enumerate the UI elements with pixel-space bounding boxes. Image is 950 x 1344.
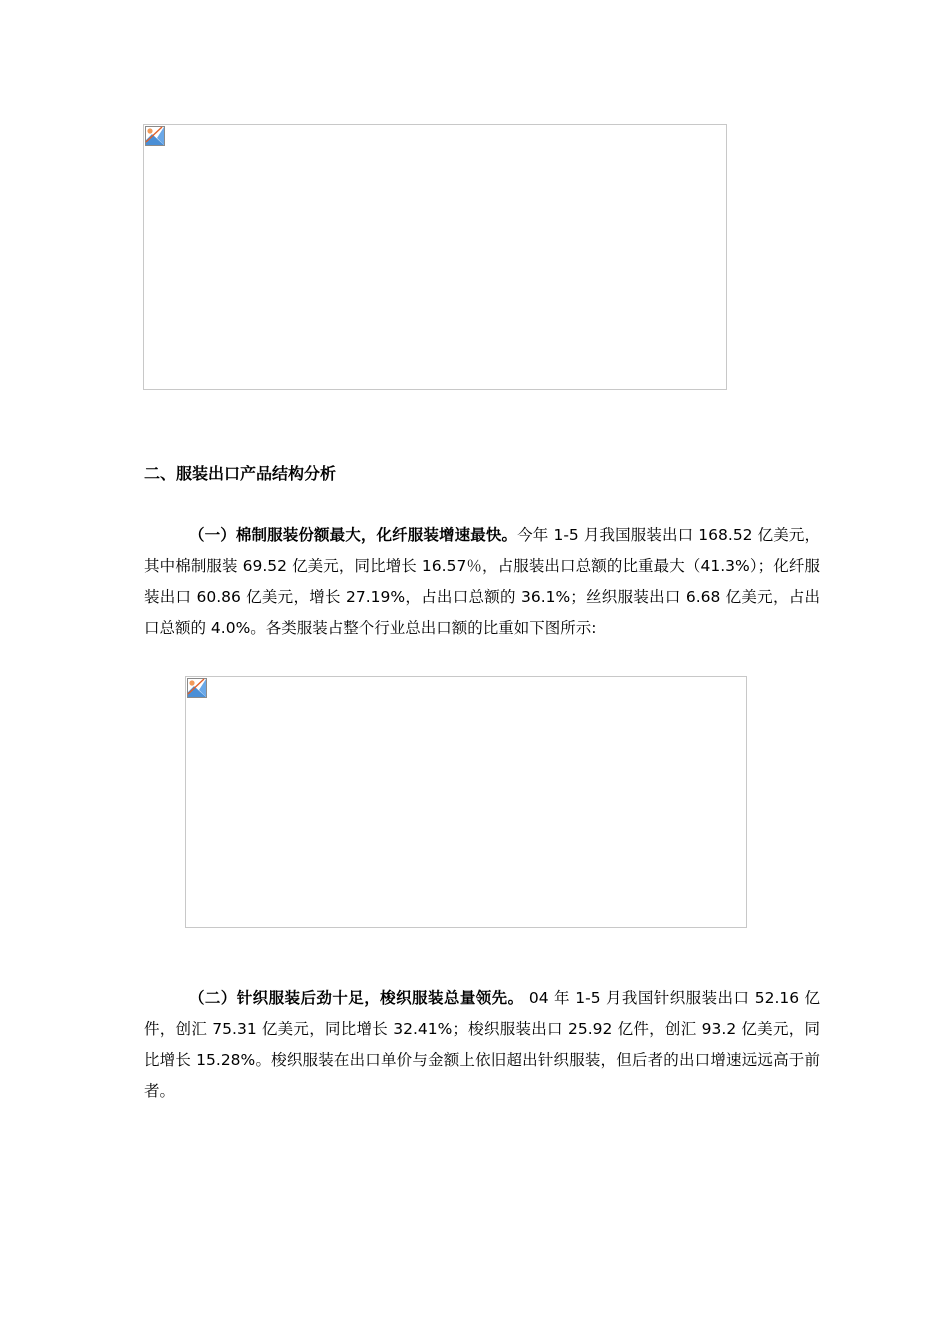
paragraph-body: 今年 1-5 月我国服装出口 168.52 亿美元，其中棉制服装 69.52 亿美元，同比增长 16.57％，占服装出口总额的比重最大（41.3%）；化纤服装出口 60.86 亿美元，增长 27.19%，占出口总额的 36.1%；丝织服装出口 6.68 亿美元，占出口总额的 4.0%。各类服装占整个行业总出口额的比重如下图所示: — [144, 526, 820, 637]
paragraph-lead: （二）针织服装后劲十足，梭织服装总量领先。 — [188, 989, 524, 1007]
paragraph-lead: （一）棉制服装份额最大，化纤服装增速最快。 — [188, 526, 518, 544]
paragraph-cotton-garments — [144, 520, 820, 644]
paragraph-knitted-garments — [144, 983, 820, 1107]
section-heading: 二、服装出口产品结构分析 — [144, 464, 337, 483]
paragraph-body: 04 年 1-5 月我国针织服装出口 52.16 亿件，创汇 75.31 亿美元，同比增长 32.41%；梭织服装出口 25.92 亿件，创汇 93.2 亿美元，同比增长 15.28%。梭织服装在出口单价与金额上依旧超出针织服装，但后者的出口增速远远高于前者。 — [144, 989, 820, 1100]
image-placeholder — [143, 124, 727, 390]
broken-image-icon — [187, 678, 207, 698]
image-placeholder — [185, 676, 747, 928]
broken-image-icon — [145, 126, 165, 146]
